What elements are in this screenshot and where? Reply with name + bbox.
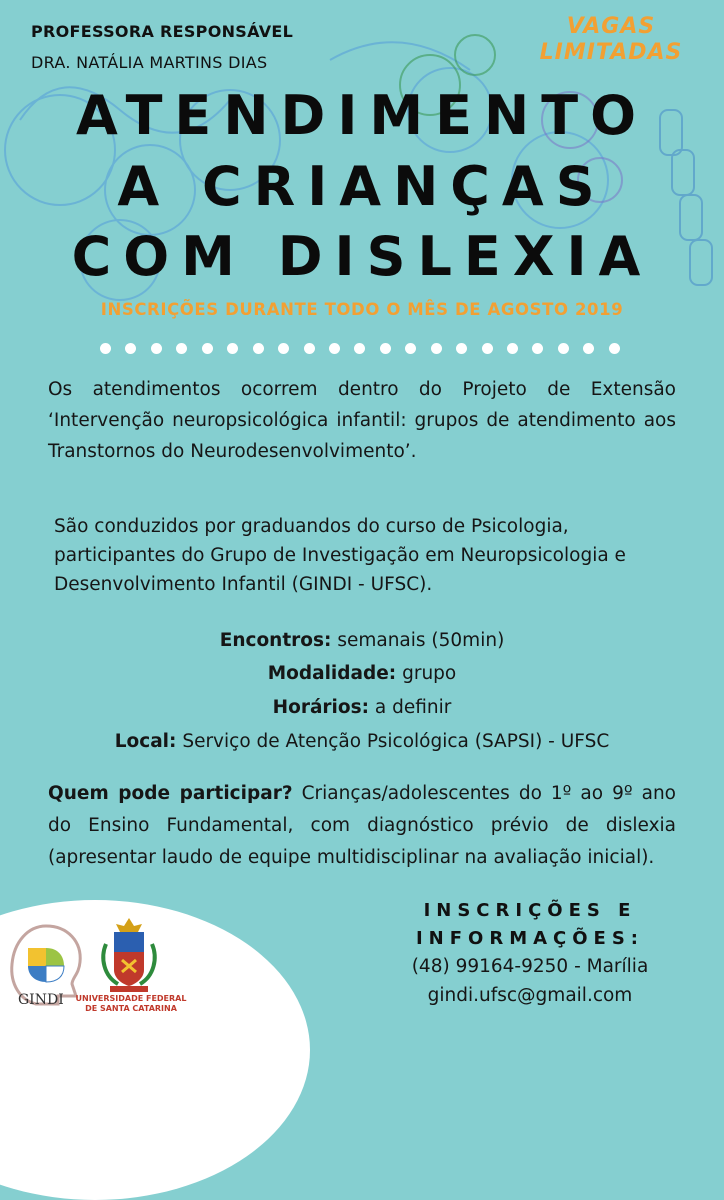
contact-email: gindi.ufsc@gmail.com bbox=[427, 985, 633, 1006]
eligibility-answer: Crianças/adolescentes do 1º ao 9º ano do Ensino Fundamental, com diagnóstico prévio de dislexia (apresentar laudo de equipe multidisciplinar na avaliação inicial). bbox=[48, 783, 676, 868]
limited-spots-badge bbox=[536, 14, 686, 66]
professor-name: DRA. NATÁLIA MARTINS DIAS bbox=[31, 53, 268, 72]
eligibility-question: Quem pode participar? bbox=[48, 783, 293, 804]
detail-location bbox=[0, 731, 724, 752]
detail-value: semanais (50min) bbox=[337, 630, 505, 651]
divider-dot bbox=[405, 343, 416, 354]
divider-dot bbox=[202, 343, 213, 354]
divider-dot bbox=[456, 343, 467, 354]
detail-label: Modalidade: bbox=[267, 663, 397, 684]
detail-value: grupo bbox=[402, 663, 457, 684]
divider-dot bbox=[532, 343, 543, 354]
registration-period: INSCRIÇÕES DURANTE TODO O MÊS DE AGOSTO 2019 bbox=[100, 300, 624, 319]
detail-meetings bbox=[0, 630, 724, 651]
ufsc-line-1: UNIVERSIDADE FEDERAL bbox=[75, 994, 187, 1003]
detail-value: a definir bbox=[374, 697, 452, 718]
contact-phone: (48) 99164-9250 - Marília bbox=[411, 956, 649, 977]
contact-heading-line-2: INFORMAÇÕES: bbox=[415, 928, 645, 949]
divider-dot bbox=[431, 343, 442, 354]
team-description: São conduzidos por graduandos do curso de Psicologia, participantes do Grupo de Investigação em Neuropsicologia e Desenvolvimento Infantil (GINDI - UFSC). bbox=[54, 516, 626, 595]
divider-dot bbox=[151, 343, 162, 354]
contact-heading bbox=[380, 897, 680, 953]
divider-dot bbox=[380, 343, 391, 354]
detail-label: Encontros: bbox=[219, 630, 332, 651]
title-line-1: ATENDIMENTO bbox=[76, 84, 648, 147]
divider-dot bbox=[558, 343, 569, 354]
badge-line-1: VAGAS bbox=[566, 14, 656, 39]
divider-dot bbox=[176, 343, 187, 354]
ufsc-logo-text bbox=[72, 994, 190, 1014]
divider-dot bbox=[304, 343, 315, 354]
title-line-2: A CRIANÇAS bbox=[117, 155, 607, 218]
ufsc-crest-icon bbox=[96, 914, 162, 994]
title-line-3: COM DISLEXIA bbox=[71, 225, 653, 288]
dot-divider bbox=[100, 343, 620, 357]
divider-dot bbox=[609, 343, 620, 354]
detail-label: Local: bbox=[114, 731, 177, 752]
divider-dot bbox=[100, 343, 111, 354]
professor-role: PROFESSORA RESPONSÁVEL bbox=[31, 22, 294, 41]
divider-dot bbox=[482, 343, 493, 354]
ufsc-line-2: DE SANTA CATARINA bbox=[85, 1004, 177, 1013]
divider-dot bbox=[329, 343, 340, 354]
gindi-logo-text: GINDI bbox=[18, 992, 64, 1008]
divider-dot bbox=[125, 343, 136, 354]
detail-value: Serviço de Atenção Psicológica (SAPSI) - UFSC bbox=[182, 731, 610, 752]
divider-dot bbox=[253, 343, 264, 354]
badge-line-2: LIMITADAS bbox=[539, 40, 683, 65]
divider-dot bbox=[583, 343, 594, 354]
divider-dot bbox=[227, 343, 238, 354]
contact-heading-line-1: INSCRIÇÕES E bbox=[423, 900, 637, 921]
eligibility-text bbox=[48, 778, 676, 874]
detail-label: Horários: bbox=[272, 697, 370, 718]
divider-dot bbox=[278, 343, 289, 354]
divider-dot bbox=[507, 343, 518, 354]
detail-modality bbox=[0, 663, 724, 684]
project-description: Os atendimentos ocorrem dentro do Projeto de Extensão ‘Intervenção neuropsicológica infantil: grupos de atendimento aos Transtornos do Neurodesenvolvimento’. bbox=[48, 379, 676, 462]
detail-schedule bbox=[0, 697, 724, 718]
divider-dot bbox=[354, 343, 365, 354]
